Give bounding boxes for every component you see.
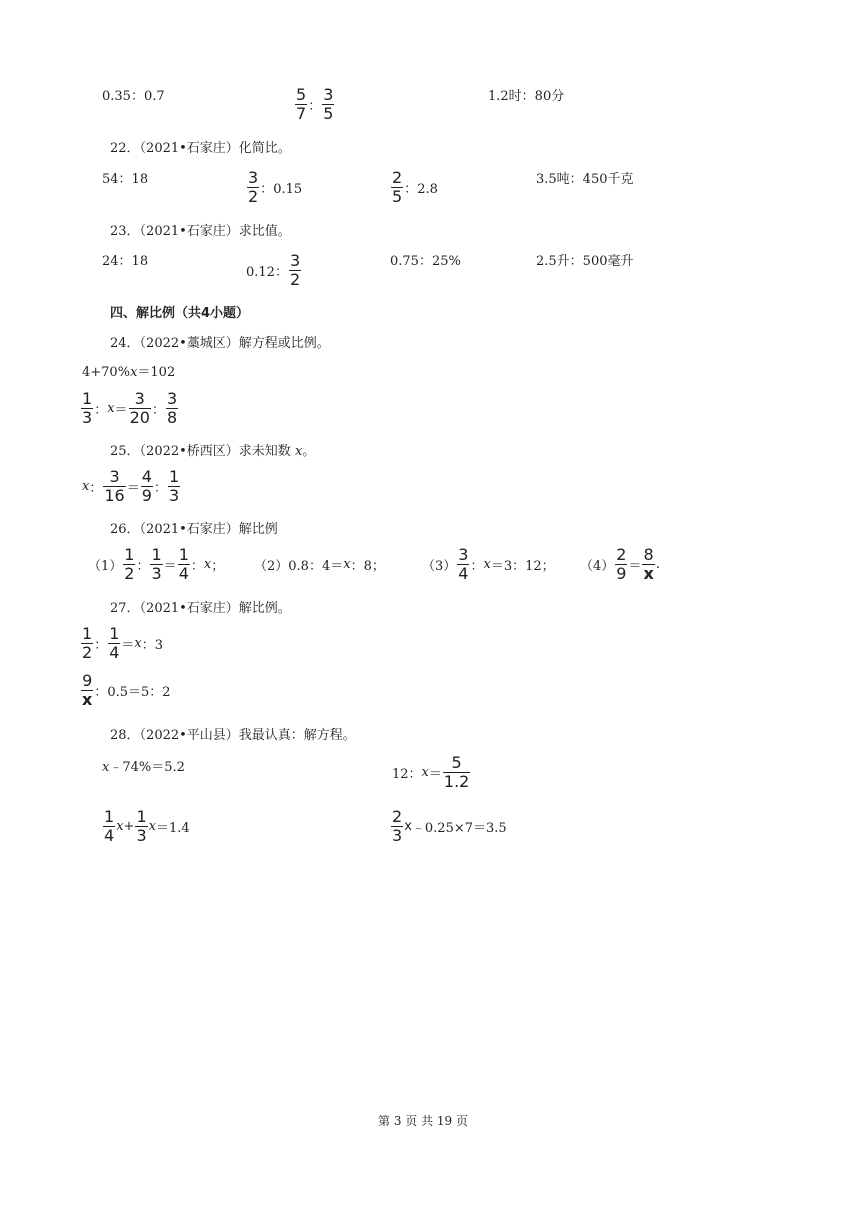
q25-equation: x ： $\frac{3}{16}$ ＝ $\frac{4}{9}$ ： $\frac{1}{3}$ bbox=[82, 466, 180, 505]
fraction: $\frac{2}{5}$ bbox=[392, 167, 403, 206]
fraction: $\frac{3}{5}$ bbox=[323, 84, 334, 123]
question-25-title: 25．（2022•桥西区）求未知数 x。 bbox=[110, 444, 316, 459]
fraction: $\frac{1}{2}$ bbox=[124, 544, 135, 583]
fraction: $\frac{1}{4}$ bbox=[109, 623, 120, 662]
q22-expr-c: $\frac{2}{5}$ ：2.8 bbox=[392, 167, 438, 206]
question-26-title: 26．（2021•石家庄）解比例 bbox=[110, 522, 278, 537]
row0-expr-c bbox=[488, 72, 564, 116]
fraction: $\frac{2}{3}$ bbox=[392, 806, 403, 845]
expr-text: 1.2时：80分 bbox=[488, 88, 565, 104]
q27-equation-1: $\frac{1}{2}$ ： $\frac{1}{4}$ ＝ x ：3 bbox=[82, 623, 164, 662]
q28-equation-b: 12： x ＝ $\frac{5}{1.2}$ bbox=[392, 752, 470, 791]
q28-equation-c: $\frac{1}{4}$ x + $\frac{1}{3}$ x ＝1.4 bbox=[104, 806, 190, 845]
question-28-title: 28．（2022•平山县）我最认真：解方程。 bbox=[110, 728, 356, 743]
q28-equation-a: x﹣74%＝5.2 bbox=[102, 760, 185, 775]
fraction: $\frac{1}{4}$ bbox=[104, 806, 115, 845]
q22-expr-d: 3.5吨：450千克 bbox=[536, 171, 634, 187]
q23-expr-c: 0.75：25% bbox=[390, 253, 461, 269]
q28-equation-d: $\frac{2}{3}$ x ﹣0.25×7＝3.5 bbox=[392, 806, 507, 845]
fraction: $\frac{3}{4}$ bbox=[458, 544, 469, 583]
row0-expr-a bbox=[102, 72, 165, 116]
q27-equation-2: $\frac{9}{x}$ ：0.5＝5：2 bbox=[82, 670, 171, 709]
fraction: $\frac{5}{7}$ bbox=[296, 84, 307, 123]
q22-expr-b: $\frac{3}{2}$ ：0.15 bbox=[248, 167, 303, 206]
fraction: $\frac{3}{16}$ bbox=[104, 466, 125, 505]
q26-part-3: （3） $\frac{3}{4}$ ： x ＝3：12； bbox=[422, 544, 555, 583]
q24-equation-2: $\frac{1}{3}$ ： x ＝ $\frac{3}{20}$ ： $\frac{3}{8}$ bbox=[82, 388, 178, 427]
fraction: $\frac{3}{8}$ bbox=[166, 388, 178, 427]
fraction: $\frac{1}{3}$ bbox=[82, 388, 93, 427]
expr-text: 0.35：0.7 bbox=[102, 88, 165, 104]
fraction: $\frac{3}{2}$ bbox=[248, 167, 259, 206]
q26-part-1: （1） $\frac{1}{2}$ ： $\frac{1}{3}$ ＝ $\frac{1}{4}$ ： x ； bbox=[88, 544, 225, 583]
fraction: $\frac{8}{x}$ bbox=[643, 544, 654, 583]
q24-equation-1: 4+70%x＝102 bbox=[82, 365, 176, 380]
question-22-title: 22．（2021•石家庄）化简比。 bbox=[110, 141, 291, 156]
fraction: $\frac{1}{3}$ bbox=[168, 466, 180, 505]
q22-expr-a: 54：18 bbox=[102, 171, 149, 187]
q23-expr-a: 24：18 bbox=[102, 253, 149, 269]
fraction: $\frac{3}{2}$ bbox=[289, 250, 301, 289]
fraction: $\frac{1}{3}$ bbox=[136, 806, 147, 845]
fraction: $\frac{1}{2}$ bbox=[82, 623, 93, 662]
fraction: $\frac{9}{x}$ bbox=[82, 670, 93, 709]
fraction: $\frac{1}{3}$ bbox=[151, 544, 162, 583]
page-footer: 第 3 页 共 19 页 bbox=[378, 1114, 468, 1128]
q26-part-4: （4） $\frac{2}{9}$ ＝ $\frac{8}{x}$ . bbox=[580, 544, 660, 583]
fraction: $\frac{3}{20}$ bbox=[129, 388, 150, 427]
section-heading: 四、解比例（共4小题） bbox=[110, 306, 250, 321]
fraction: $\frac{4}{9}$ bbox=[141, 466, 152, 505]
question-24-title: 24．（2022•藁城区）解方程或比例。 bbox=[110, 336, 330, 351]
question-27-title: 27．（2021•石家庄）解比例。 bbox=[110, 601, 291, 616]
fraction: $\frac{5}{1.2}$ bbox=[443, 752, 470, 791]
row0-expr-b: $\frac{5}{7}$ ： $\frac{3}{5}$ bbox=[296, 84, 334, 123]
q26-part-2: （2） 0.8：4＝ x ：8； bbox=[254, 556, 385, 574]
q23-expr-b: 0.12： $\frac{3}{2}$ bbox=[246, 250, 301, 289]
fraction: $\frac{2}{9}$ bbox=[616, 544, 627, 583]
fraction: $\frac{1}{4}$ bbox=[178, 544, 189, 583]
question-23-title: 23．（2021•石家庄）求比值。 bbox=[110, 224, 291, 239]
q23-expr-d: 2.5升：500毫升 bbox=[536, 253, 634, 269]
